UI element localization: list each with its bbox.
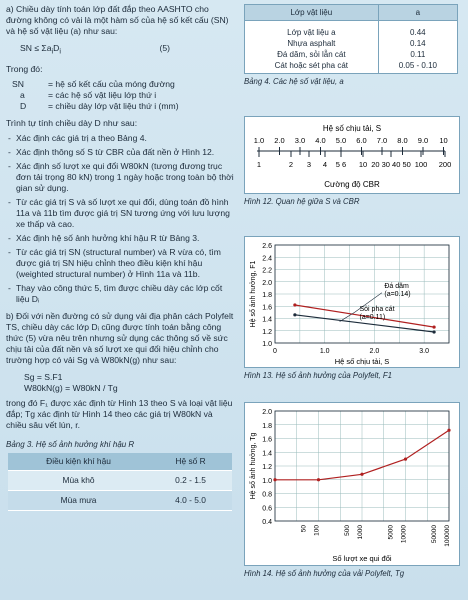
table4 (244, 4, 458, 74)
data-point (273, 478, 276, 481)
left-column (6, 4, 234, 511)
x-axis-label: Hệ số chịu tải, S (334, 357, 390, 366)
y-tick-label: 1.4 (262, 316, 272, 324)
x-tick-label: 50 (300, 525, 308, 533)
formula-number: (5) (159, 43, 170, 53)
data-point (293, 303, 296, 306)
table3-caption: Bảng 3. Hệ số ảnh hưởng khí hậu R (6, 439, 135, 449)
step-item: - Xác định các giá trị a theo Bảng 4. (6, 133, 234, 144)
definition-row: SN = hệ số kết cấu của móng đường (12, 78, 175, 89)
figure12-xlabel: Cường độ CBR (324, 180, 380, 189)
figure13-chart (245, 237, 459, 367)
legend-label: Sỏi pha cát (359, 306, 395, 314)
formula-text: SN ≤ $\Sigma a_iD_i$ (20, 43, 61, 56)
data-point (447, 429, 450, 432)
data-point (360, 473, 363, 476)
x-tick-label: 100000 (444, 525, 451, 547)
figure13-caption: Hình 13. Hệ số ảnh hưởng của Polyfelt, F1 (244, 371, 392, 380)
x-tick-label: 1000 (357, 525, 364, 540)
steps-title: Trình tự tính chiều dày D như sau: (6, 117, 138, 128)
cbr-tick-label: 200 (438, 160, 452, 169)
y-tick-label: 0.4 (262, 519, 272, 526)
data-point (432, 325, 435, 328)
cbr-tick-label: 10 (358, 160, 368, 169)
x-tick-label: 3.0 (419, 348, 430, 355)
formula-w80: W80kN(g) = W80kN / Tg (24, 382, 118, 393)
table-row: Nhựa asphalt 0.14 (245, 38, 458, 49)
figure12-caption: Hình 12. Quan hệ giữa S và CBR (244, 197, 360, 206)
after-paragraph: trong đó F₁ được xác định từ Hình 13 theo S và loại vật liệu đắp; Tg xác định từ Hình 14 theo các giá trị W80kN và chiều sâu vết lún, r. (6, 397, 233, 430)
paragraph-b: b) Đối với nền đường có sử dụng vải địa phân cách Polyfelt TS, chiều dày các lớp Dᵢ cũng được tính toán bằng công thức (5) vừa nêu trên nhưng sử dụng các thông số về sức chịu tải của đất nền và số lượt xe qui đổi hiệu chỉnh cho trường hợp có vải Sg và W80kN(g) như sau: (6, 310, 234, 365)
cbr-tick-label: 20 30 40 50 (371, 160, 411, 169)
s-tick-label: 2.0 (274, 136, 285, 145)
s-tick-label: 9.0 (417, 136, 429, 145)
x-tick-label: 50000 (430, 525, 438, 544)
cbr-tick-label: 5 6 (335, 160, 347, 169)
y-tick-label: 0.8 (262, 491, 272, 499)
formula-sg: Sg = S.F1 (24, 371, 63, 382)
table4-caption: Bảng 4. Các hệ số vật liệu, a (244, 77, 344, 86)
figure14-chart (245, 403, 459, 565)
x-tick-label: 10000 (400, 525, 408, 544)
x-tick-label: 1.0 (319, 348, 330, 355)
where-label: Trong đó: (6, 63, 43, 74)
table4-header: a (378, 5, 457, 21)
step-item: - Từ các giá trị SN (structural number) và R vừa có, tìm được giá trị SN hiệu chỉnh theo điều kiện khí hậu (weighted structural number) ở Hình 11a và 11b. (6, 247, 234, 280)
s-tick-label: 8.0 (397, 136, 408, 145)
y-tick-label: 1.2 (262, 464, 272, 471)
cbr-scale-ticks (257, 151, 451, 169)
data-point (404, 458, 407, 461)
y-axis-label: Hệ số ảnh hưởng, Tg (250, 432, 257, 500)
s-tick-label: 4.0 (315, 136, 326, 145)
s-scale-ticks (254, 136, 448, 155)
legend-label: (a=0.14) (384, 290, 411, 298)
figure12-title: Hệ số chịu tải, S (322, 124, 382, 133)
table4-header: Lớp vật liệu (245, 5, 379, 21)
figure13 (244, 236, 460, 368)
y-tick-label: 1.4 (262, 450, 272, 458)
x-tick-label: 100 (313, 525, 321, 536)
table-row: Đá dăm, sỏi lẫn cát 0.11 (245, 49, 458, 60)
y-tick-label: 1.2 (262, 328, 272, 336)
s-tick-label: 5.0 (335, 136, 347, 145)
y-tick-label: 2.4 (262, 255, 272, 263)
legend-label: (a=0.11) (359, 314, 386, 322)
y-tick-label: 2.0 (262, 279, 272, 287)
s-tick-label: 1.0 (253, 136, 265, 145)
y-tick-label: 1.0 (262, 477, 272, 485)
data-point (293, 313, 296, 316)
definition-row: D = chiều dày lớp vật liệu thứ i (mm) (20, 100, 179, 111)
table3 (8, 453, 232, 511)
right-column (244, 4, 464, 578)
data-point (317, 478, 320, 481)
cbr-tick-label: 1 (256, 160, 262, 169)
figure14-caption: Hình 14. Hệ số ảnh hưởng của vải Polyfelt, Tg (244, 569, 405, 578)
table-row: Mùa mưa 4.0 - 5.0 (8, 490, 232, 510)
formula-5 (20, 43, 170, 58)
table-row: Lớp vật liệu a 0.44 (245, 27, 458, 38)
s-tick-label: 3.0 (294, 136, 306, 145)
data-point (432, 330, 435, 333)
cbr-tick-label: 100 (414, 160, 428, 169)
s-tick-label: 7.0 (376, 136, 388, 145)
y-axis-label: Hệ số ảnh hưởng, F1 (250, 260, 257, 328)
table3-header: Điều kiện khí hậu (8, 453, 149, 471)
y-tick-label: 1.8 (262, 422, 272, 430)
y-tick-label: 1.6 (262, 436, 272, 444)
legend-label: Đá dăm (384, 282, 409, 290)
step-item: - Từ các giá trị S và số lượt xe qui đổi, dùng toán đồ hình 11a và 11b tìm được giá trị SN tương ứng với lưu lượng xe thấp và cao. (6, 197, 234, 230)
table-row: Cát hoặc sét pha cát 0.05 - 0.10 (245, 60, 458, 74)
definitions-list (6, 79, 234, 112)
x-tick-label: 0 (273, 348, 277, 355)
intro-paragraph: a) Chiều dày tính toán lớp đất đắp theo AASHTO cho đường không có vải là một hàm số của hệ số kết cấu (SN) và hệ số vật liệu (a) như sau: (6, 4, 229, 36)
definition-row: a = các hệ số vật liệu lớp thứ i (20, 89, 157, 100)
step-item: - Thay vào công thức 5, tìm được chiều dày các lớp cốt liệu Dᵢ (6, 283, 234, 305)
cbr-tick-label: 4 (322, 160, 328, 169)
y-tick-label: 2.0 (262, 409, 272, 416)
x-axis-label: Số lượt xe qui đổi (332, 554, 392, 563)
cbr-tick-label: 3 (306, 160, 312, 169)
step-item: - Xác định số lượt xe qui đổi W80kN (tương đương trục đơn tải trọng 80 kN) trong 1 ngày hoặc trong toàn bộ thời gian sử dụng. (6, 161, 234, 194)
y-tick-label: 1.6 (262, 304, 272, 312)
y-tick-label: 1.0 (262, 341, 272, 348)
x-tick-label: 5000 (387, 525, 395, 540)
s-tick-label: 10 (439, 136, 448, 145)
x-tick-label: 500 (343, 525, 351, 536)
y-tick-label: 1.8 (262, 292, 272, 299)
figure12-scales (245, 117, 459, 193)
cbr-tick-label: 2 (288, 160, 294, 169)
x-tick-label: 2.0 (369, 348, 380, 355)
figure14 (244, 402, 460, 566)
step-item: - Xác định thông số S từ CBR của đất nền ở Hình 12. (6, 147, 234, 158)
y-tick-label: 2.6 (262, 243, 272, 250)
s-tick-label: 6.0 (356, 136, 367, 145)
step-item: - Xác định hệ số ảnh hưởng khí hậu R từ Bảng 3. (6, 233, 234, 244)
table3-header: Hệ số R (149, 453, 232, 471)
steps-list (6, 133, 234, 305)
y-tick-label: 0.6 (262, 505, 272, 513)
y-tick-label: 2.2 (262, 267, 272, 275)
table-row: Mùa khô 0.2 - 1.5 (8, 470, 232, 490)
figure12 (244, 116, 460, 194)
